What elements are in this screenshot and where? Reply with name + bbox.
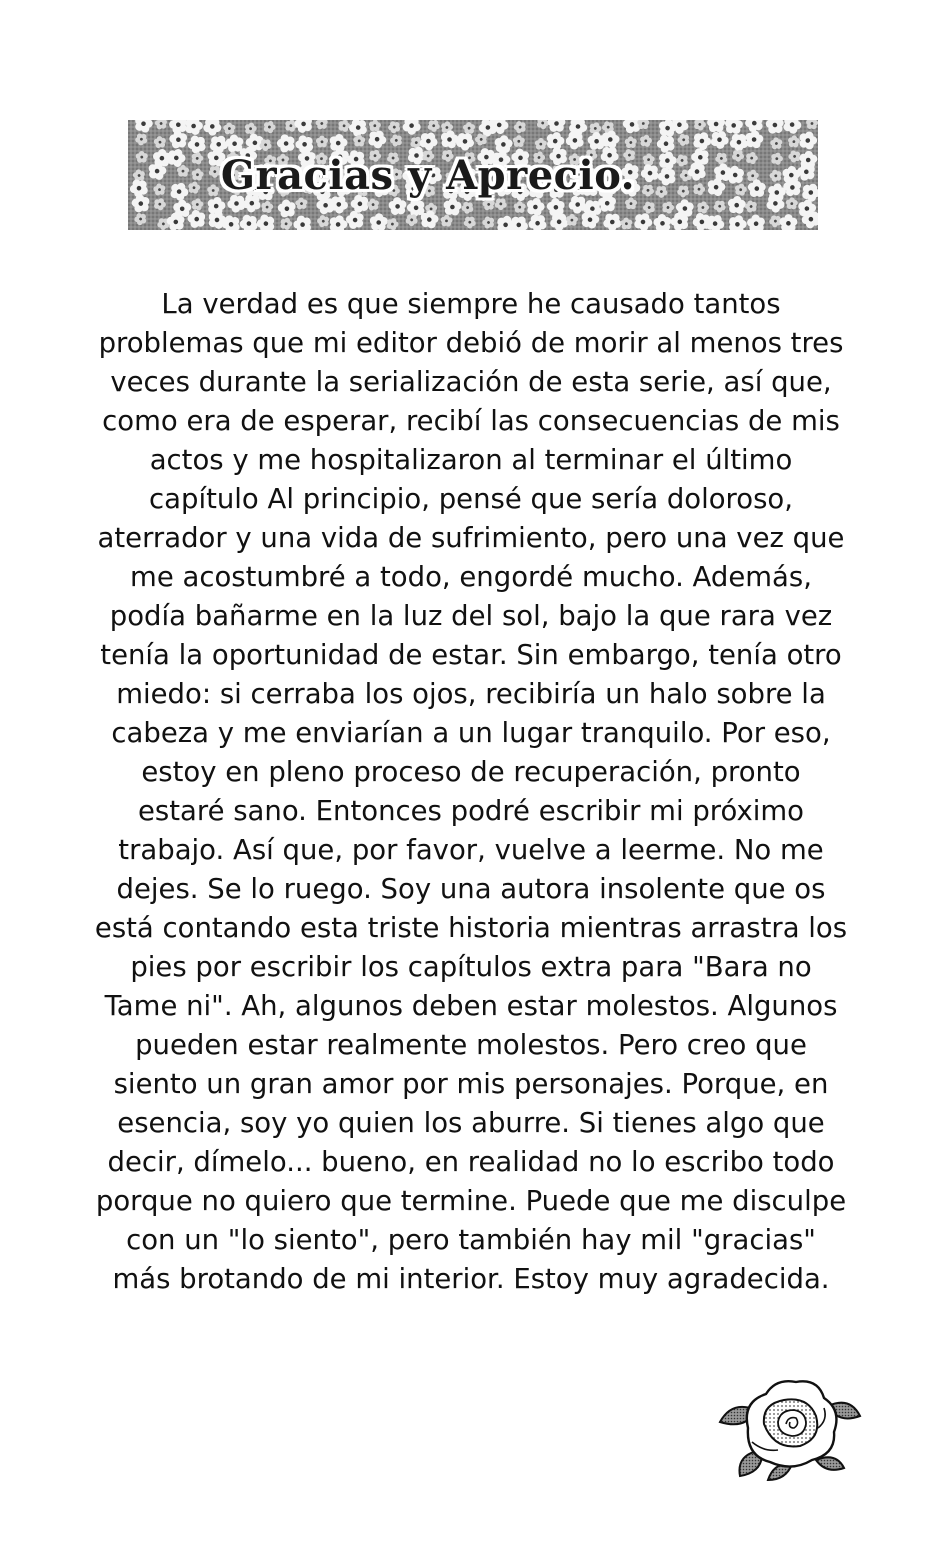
text-line: estaré sano. Entonces podré escribir mi próximo (137, 795, 804, 827)
text-line: miedo: si cerraba los ojos, recibiría un halo sobre la (116, 678, 826, 710)
text-line: está contando esta triste historia mientras arrastra los (94, 912, 848, 944)
page-title: Gracias y Aprecio. (220, 151, 636, 199)
text-line: estoy en pleno proceso de recuperación, pronto (141, 756, 801, 788)
text-line: dejes. Se lo ruego. Soy una autora insolente que os (116, 873, 826, 905)
text-line: La verdad es que siempre he causado tantos (161, 288, 781, 320)
text-line: con un "lo siento", pero también hay mil "gracias" (126, 1224, 816, 1256)
text-line: siento un gran amor por mis personajes. Porque, en (113, 1068, 829, 1100)
text-line: esencia, soy yo quien los aburre. Si tienes algo que (117, 1107, 825, 1139)
text-line: actos y me hospitalizaron al terminar el último (149, 444, 793, 476)
text-line: me acostumbré a todo, engordé mucho. Además, (130, 561, 812, 593)
text-line: trabajo. Así que, por favor, vuelve a leerme. No me (118, 834, 824, 866)
title-banner (128, 120, 818, 230)
text-line: veces durante la serialización de esta serie, así que, (110, 366, 832, 398)
text-line: porque no quiero que termine. Puede que me disculpe (95, 1185, 847, 1217)
text-line: cabeza y me enviarían a un lugar tranquilo. Por eso, (111, 717, 831, 749)
text-line: problemas que mi editor debió de morir al menos tres (98, 327, 844, 359)
text-line: pies por escribir los capítulos extra para "Bara no (130, 951, 812, 983)
afterword-text (40, 285, 902, 1299)
text-line: Tame ni". Ah, algunos deben estar molestos. Algunos (104, 990, 838, 1022)
text-line: capítulo Al principio, pensé que sería doloroso, (149, 483, 793, 515)
text-line: pueden estar realmente molestos. Pero creo que (135, 1029, 807, 1061)
text-line: podía bañarme en la luz del sol, bajo la que rara vez (109, 600, 833, 632)
rose-icon (712, 1372, 868, 1484)
text-line: tenía la oportunidad de estar. Sin embargo, tenía otro (100, 639, 842, 671)
text-line: aterrador y una vida de sufrimiento, pero una vez que (97, 522, 845, 554)
text-line: más brotando de mi interior. Estoy muy agradecida. (112, 1263, 830, 1295)
text-line: decir, dímelo... bueno, en realidad no lo escribo todo (107, 1146, 835, 1178)
text-line: como era de esperar, recibí las consecuencias de mis (102, 405, 840, 437)
